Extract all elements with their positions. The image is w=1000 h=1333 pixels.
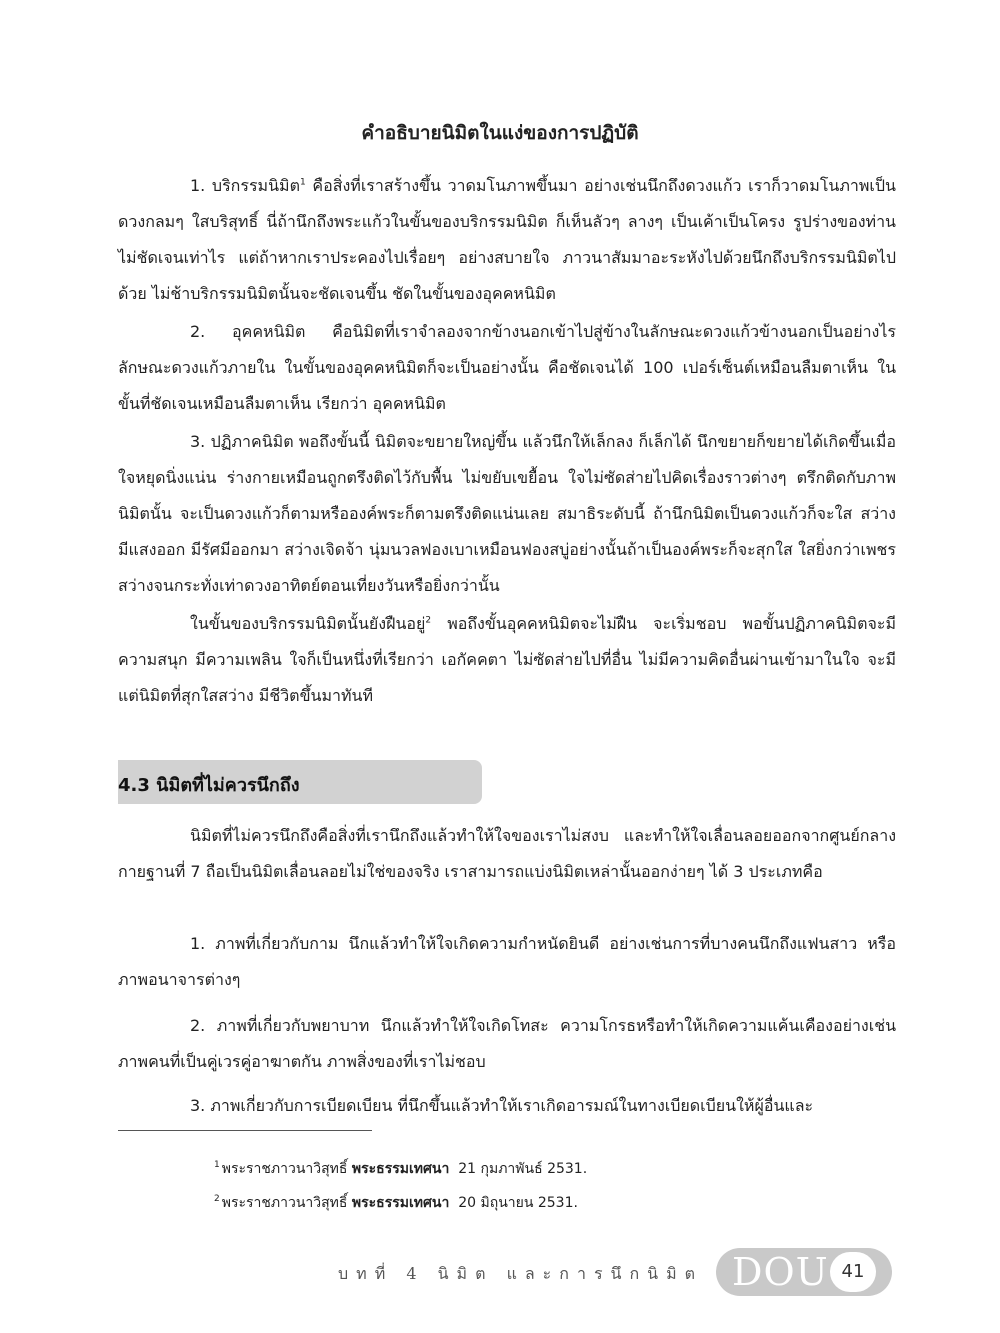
paragraph-stages-summary <box>118 606 896 714</box>
paragraph-item-3 <box>118 1088 896 1124</box>
paragraph-parikamma-nimitta <box>118 168 896 312</box>
subsection-heading: 4.3 นิมิตที่ไม่ควรนึกถึง <box>118 775 300 796</box>
paragraph-patibhaga-nimitta <box>118 424 896 604</box>
footnote-date: 21 กุมภาพันธ์ 2531. <box>458 1161 588 1177</box>
paragraph-uggaha-nimitta <box>118 314 896 422</box>
footnote-work: พระธรรมเทศนา <box>351 1161 450 1177</box>
running-head: บทที่ 4 นิมิต และการนึกนิมิต <box>338 1264 704 1283</box>
footnote-number: 1 <box>214 1160 220 1171</box>
footnote-ref[interactable]: 1 <box>299 177 306 188</box>
paragraph-text: 2. ภาพที่เกี่ยวกับพยาบาท นึกแล้วทำให้ใจเกิดโทสะ ความโกรธหรือทำให้เกิดความแค้นเคืองอย่างเช่น ภาพคนที่เป็นคู่เวรคู่อาฆาตกัน ภาพสิ่งของที่เราไม่ชอบ <box>118 1016 896 1071</box>
footnote-divider <box>118 1130 372 1131</box>
footnote-author: พระราชภาวนาวิสุทธิ์ <box>221 1195 348 1211</box>
footnote-ref[interactable]: 2 <box>425 615 432 626</box>
paragraph-item-2 <box>118 1008 896 1080</box>
paragraph-text: 3. ปฏิภาคนิมิต พอถึงขั้นนี้ นิมิตจะขยายใหญ่ขึ้น แล้วนึกให้เล็กลง ก็เล็กได้ นึกขยายก็ขยายได้เกิดขึ้นเมื่อใจหยุดนิ่งแน่น ร่างกายเหมือนถูกตรึงติดไว้กับพื้น ไม่ขยับเขยื้อน ใจไม่ซัดส่ายไปคิดเรื่องราวต่างๆ ตรึกติดกับภาพนิมิตนั้น จะเป็นดวงแก้วก็ตามหรือองค์พระก็ตามตรึงติดแน่นเลย สมาธิระดับนี้ ถ้านึกนิมิตเป็นดวงแก้วก็จะใส สว่าง มีแสงออก มีรัศมีออกมา สว่างเจิดจ้า นุ่มนวลฟองเบาเหมือนฟองสบู่อย่างนั้นถ้าเป็นองค์พระก็จะสุกใส ใสยิ่งกว่าเพชร สว่างจนกระทั่งเท่าดวงอาทิตย์ตอนเที่ยงวันหรือยิ่งกว่านั้น <box>118 432 896 595</box>
dou-logo: DOU <box>732 1250 829 1294</box>
paragraph-text: คือสิ่งที่เราสร้างขึ้น วาดมโนภาพขึ้นมา อย่างเช่นนึกถึงดวงแก้ว เราก็วาดมโนภาพเป็นดวงกลมๆ ใสบริสุทธิ์ นี่ถ้านึกถึงพระแก้วในขั้นของบริกรรมนิมิต ก็เห็นลัวๆ ลางๆ เป็นเค้าเป็นโครง รูปร่างของท่านไม่ชัดเจนเท่าไร แต่ถ้าหากเราประคองไปเรื่อยๆ อย่างสบายใจ ภาวนาสัมมาอะระหังไปด้วยนึกถึงบริกรรมนิมิตไปด้วย ไม่ช้าบริกรรมนิมิตนั้นจะชัดเจนขึ้น ชัดในขั้นของอุคคหนิมิต <box>118 176 896 303</box>
paragraph-text: 2. อุคคหนิมิต คือนิมิตที่เราจำลองจากข้างนอกเข้าไปสู่ข้างในลักษณะดวงแก้วข้างนอกเป็นอย่างไรลักษณะดวงแก้วภายใน ในขั้นของอุคคหนิมิตก็จะเป็นอย่างนั้น คือชัดเจนได้ 100 เปอร์เซ็นต์เหมือนลืมตาเห็น ในขั้นที่ชัดเจนเหมือนลืมตาเห็น เรียกว่า อุคคหนิมิต <box>118 322 896 413</box>
footnote-number: 2 <box>214 1194 220 1205</box>
paragraph-text: นิมิตที่ไม่ควรนึกถึงคือสิ่งที่เรานึกถึงแล้วทำให้ใจของเราไม่สงบ และทำให้ใจเลื่อนลอยออกจากศูนย์กลางกายฐานที่ 7 ถือเป็นนิมิตเลื่อนลอยไม่ใช่ของจริง เราสามารถแบ่งนิมิตเหล่านั้นออกง่ายๆ ได้ 3 ประเภทคือ <box>118 826 896 881</box>
paragraph-text: 1. ภาพที่เกี่ยวกับกาม นึกแล้วทำให้ใจเกิดความกำหนัดยินดี อย่างเช่นการที่บางคนนึกถึงแฟนสาว หรือภาพอนาจารต่างๆ <box>118 934 896 989</box>
paragraph-intro-undesirable <box>118 818 896 890</box>
page-number: 41 <box>841 1261 865 1282</box>
paragraph-text: ในขั้นของบริกรรมนิมิตนั้นยังฝืนอยู่ <box>190 614 426 633</box>
footnote-work: พระธรรมเทศนา <box>351 1195 450 1211</box>
section-title: คำอธิบายนิมิตในแง่ของการปฏิบัติ <box>361 122 639 144</box>
paragraph-item-1 <box>118 926 896 998</box>
footnote-author: พระราชภาวนาวิสุทธิ์ <box>221 1161 348 1177</box>
paragraph-text: 1. บริกรรมนิมิต <box>190 176 300 195</box>
paragraph-text: พอถึงขั้นอุคคหนิมิตจะไม่ฝืน จะเริ่มชอบ พอขั้นปฏิภาคนิมิตจะมีความสนุก มีความเพลิน ใจก็เป็นหนึ่งที่เรียกว่า เอกัคคตา ไม่ซัดส่ายไปที่อื่น ไม่มีความคิดอื่นผ่านเข้ามาในใจ จะมีแต่นิมิตที่สุกใสสว่าง มีชีวิตขึ้นมาทันที <box>118 614 896 705</box>
footnote-2 <box>214 1192 578 1214</box>
footnote-1 <box>214 1158 587 1180</box>
paragraph-text: 3. ภาพเกี่ยวกับการเบียดเบียน ที่นึกขึ้นแล้วทำให้เราเกิดอารมณ์ในทางเบียดเบียนให้ผู้อื่นและ <box>190 1096 814 1115</box>
footnote-date: 20 มิถุนายน 2531. <box>458 1195 578 1211</box>
